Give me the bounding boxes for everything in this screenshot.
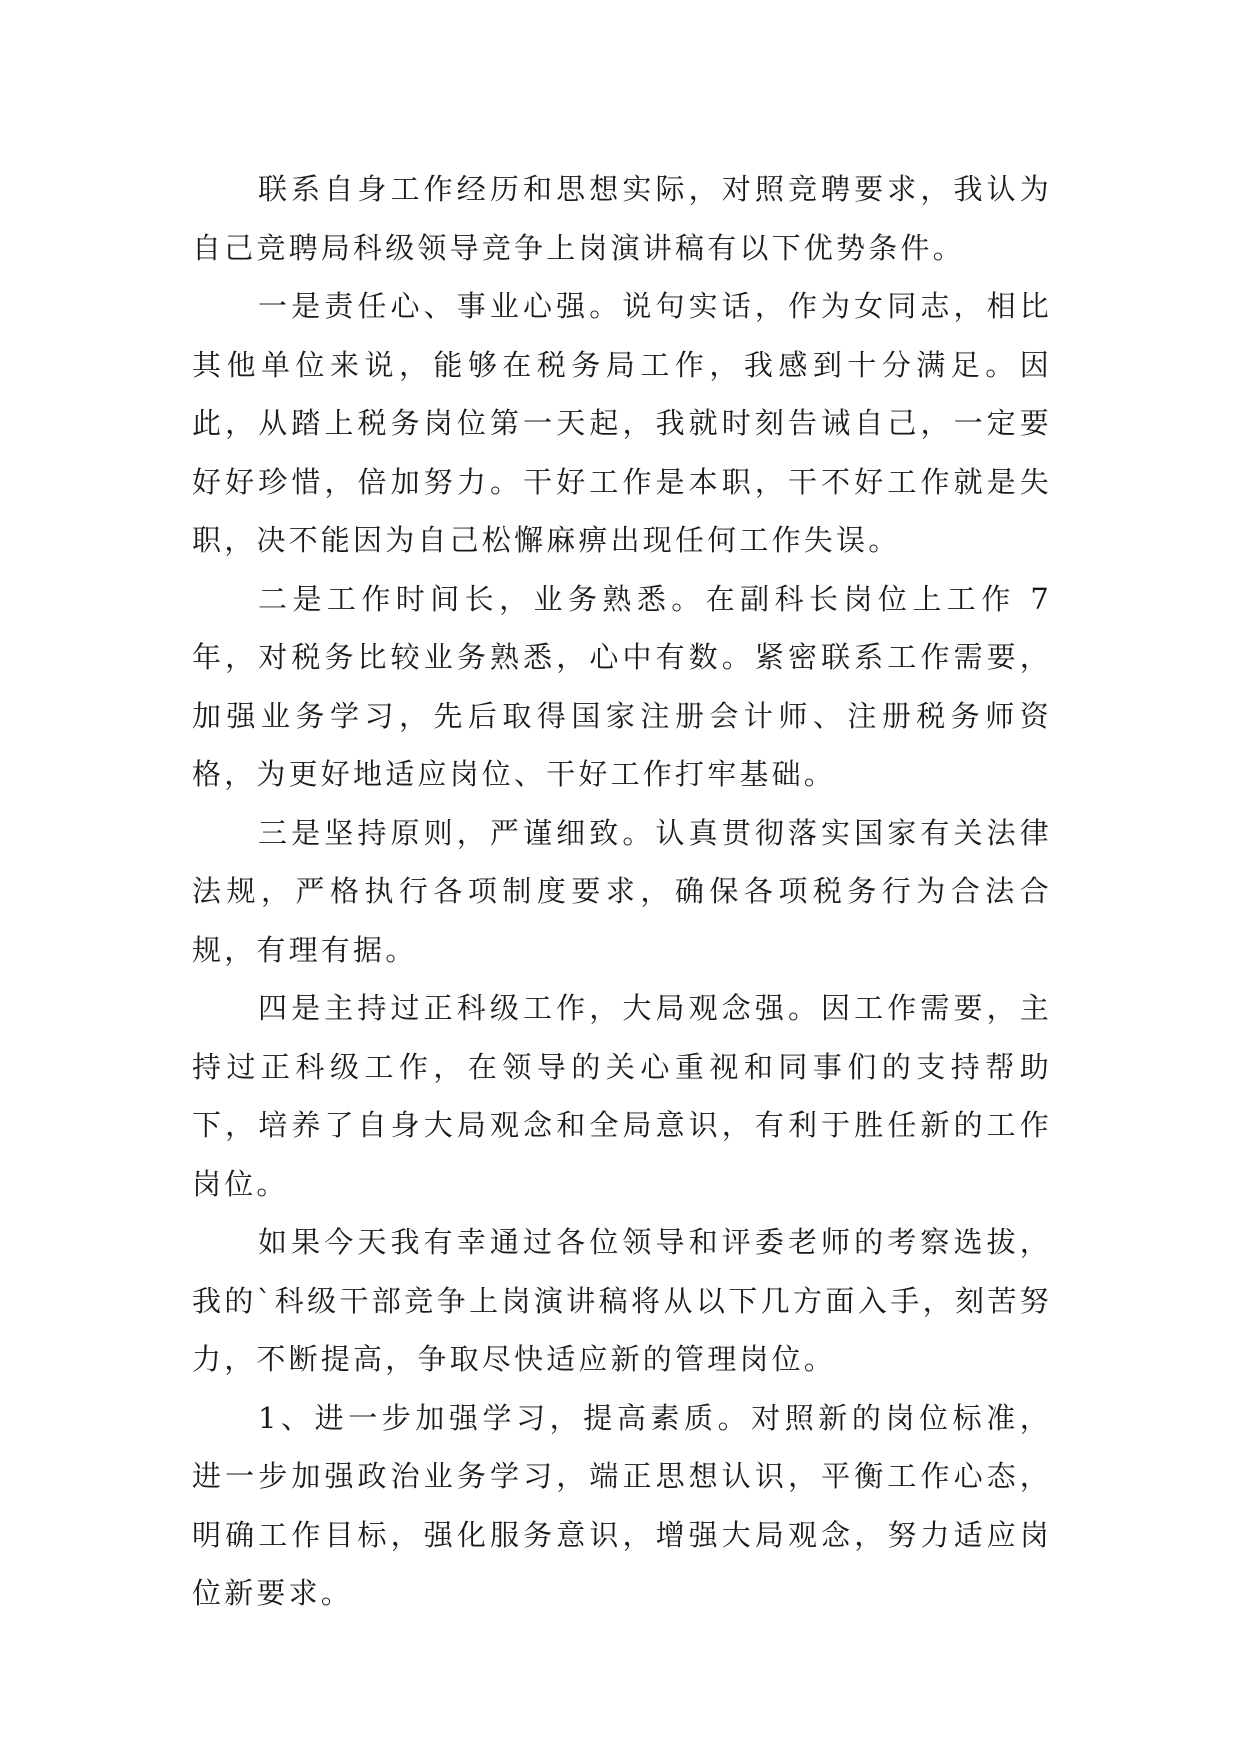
- paragraph-intro: 联系自身工作经历和思想实际，对照竞聘要求，我认为自己竞聘局科级领导竞争上岗演讲稿有以下优势条件。: [192, 172, 1052, 265]
- paragraph-point-two: 二是工作时间长，业务熟悉。在副科长岗位上工作 7 年，对税务比较业务熟悉，心中有数。紧密联系工作需要，加强业务学习，先后取得国家注册会计师、注册税务师资格，为更好地适应岗位、干好工作打牢基础。: [192, 581, 1052, 791]
- paragraph-point-four: 四是主持过正科级工作，大局观念强。因工作需要，主持过正科级工作，在领导的关心重视和同事们的支持帮助下，培养了自身大局观念和全局意识，有利于胜任新的工作岗位。: [192, 991, 1052, 1201]
- paragraph-point-one: 一是责任心、事业心强。说句实话，作为女同志，相比其他单位来说，能够在税务局工作，我感到十分满足。因此，从踏上税务岗位第一天起，我就时刻告诫自己，一定要好好珍惜，倍加努力。干好工作是本职，干不好工作就是失职，决不能因为自己松懈麻痹出现任何工作失误。: [192, 289, 1052, 557]
- paragraph-plan-one: 1、进一步加强学习，提高素质。对照新的岗位标准，进一步加强政治业务学习，端正思想认识，平衡工作心态，明确工作目标，强化服务意识，增强大局观念，努力适应岗位新要求。: [192, 1400, 1052, 1610]
- paragraph-plan-intro: 如果今天我有幸通过各位领导和评委老师的考察选拔，我的`科级干部竞争上岗演讲稿将从以下几方面入手，刻苦努力，不断提高，争取尽快适应新的管理岗位。: [192, 1225, 1052, 1376]
- document-body: [192, 160, 1052, 1623]
- paragraph-point-three: 三是坚持原则，严谨细致。认真贯彻落实国家有关法律法规，严格执行各项制度要求，确保各项税务行为合法合规，有理有据。: [192, 815, 1052, 967]
